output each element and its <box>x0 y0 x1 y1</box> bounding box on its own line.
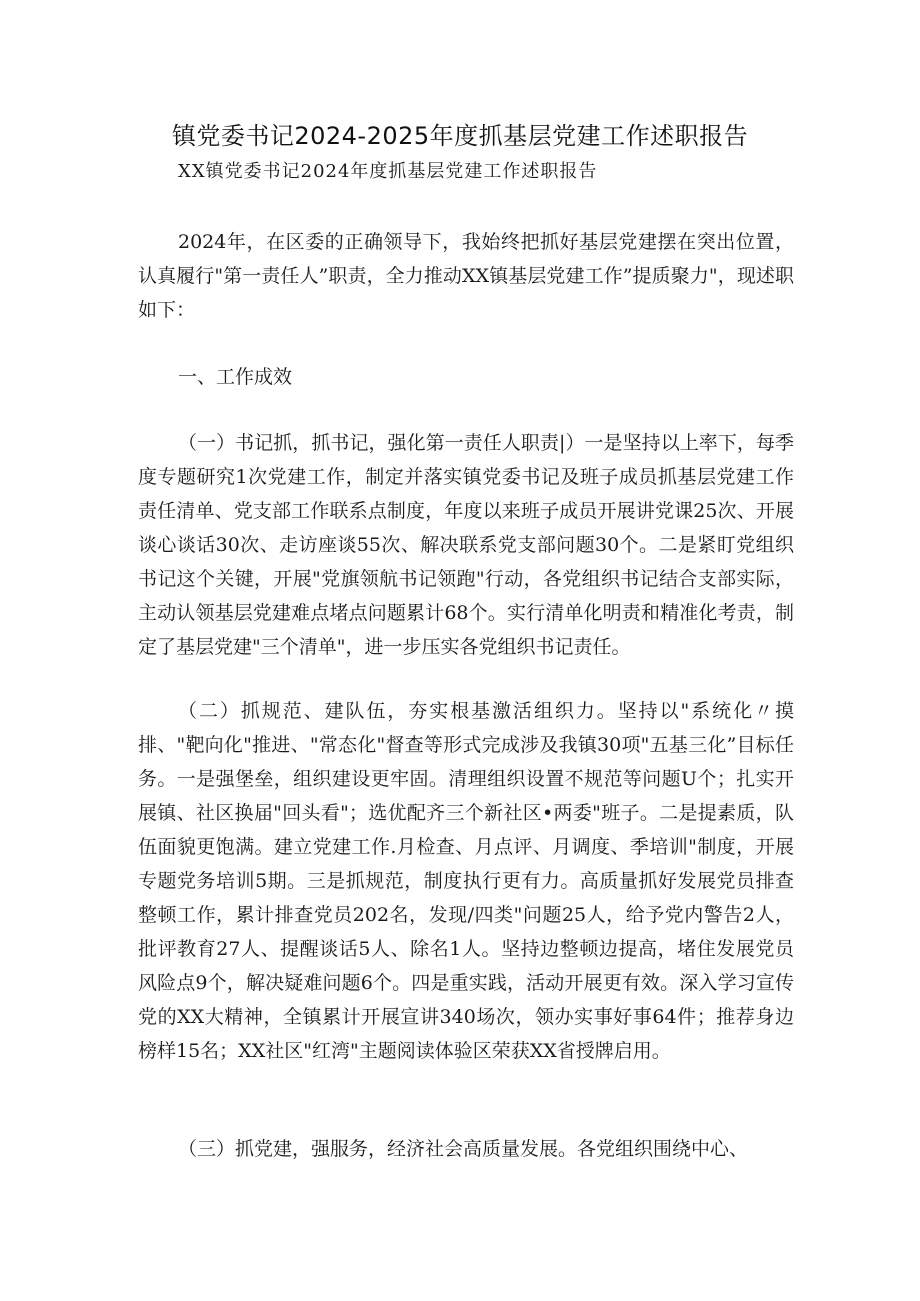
document-title: 镇党委书记2024-2025年度抓基层党建工作述职报告 <box>171 122 749 150</box>
paragraph-secretary-responsibility: （一）书记抓，抓书记，强化第一责任人职责|）一是坚持以上率下，每季度专题研究1次党建工作，制定并落实镇党委书记及班子成员抓基层党建工作责任清单、党支部工作联系点制度，年度以来班子成员开展讲党课25次、开展谈心谈话30次、走访座谈55次、解决联系党支部问题30个。二是紧盯党组织书记这个关键，开展"党旗领航书记领跑"行动，各党组织书记结合支部实际，主动认领基层党建难点堵点问题累计68个。实行清单化明责和精准化考责，制定了基层党建"三个清单"，进一步压实各党组织书记责任。 <box>138 432 794 658</box>
document-subtitle: XX镇党委书记2024年度抓基层党建工作述职报告 <box>178 161 598 182</box>
paragraph-party-building-service: （三）抓党建，强服务，经济社会高质量发展。各党组织围绕中心、 <box>178 1138 749 1160</box>
intro-paragraph: 2024年，在区委的正确领导下，我始终把抓好基层党建摆在突出位置，认真履行"第一责任人”职责，全力推动XX镇基层党建工作”提质聚力"，现述职如下： <box>138 231 794 321</box>
paragraph-standardization-team: （二）抓规范、建队伍，夯实根基激活组织力。坚持以"系统化〃摸排、"靶向化"推进、"常态化"督查等形式完成涉及我镇30项"五基三化”目标任务。一是强堡垒，组织建设更牢固。清理组织设置不规范等问题U个；扎实开展镇、社区换届"回头看"；选优配齐三个新社区•两委"班子。二是提素质，队伍面貌更饱满。建立党建工作.月检查、月点评、月调度、季培训"制度，开展专题党务培训5期。三是抓规范，制度执行更有力。高质量抓好发展党员排查整顿工作，累计排查党员202名，发现/四类"问题25人，给予党内警告2人，批评教育27人、提醒谈话5人、除名1人。坚持边整顿边提高，堵住发展党员风险点9个，解决疑难问题6个。四是重实践，活动开展更有效。深入学习宣传党的XX大精神，全镇累计开展宣讲340场次，领办实事好事64件；推荐身边榜样15名；XX社区"红湾"主题阅读体验区荣获XX省授牌启用。 <box>138 700 794 1062</box>
section-heading-work-results: 一、工作成效 <box>178 366 293 388</box>
